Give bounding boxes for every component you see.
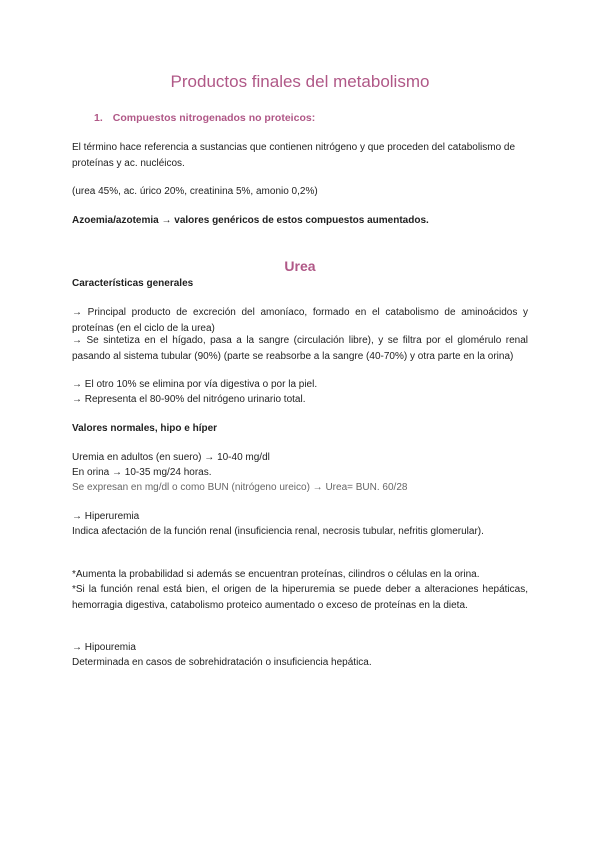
- section-heading-text: Compuestos nitrogenados no proteicos:: [112, 112, 316, 124]
- note-probabilidad: *Aumenta la probabilidad si además se encuentran proteínas, cilindros o células en la orina.: [72, 569, 480, 580]
- valores-heading: Valores normales, hipo e híper: [72, 423, 218, 434]
- bullet-representa: → Representa el 80-90% del nitrógeno urinario total.: [72, 394, 306, 405]
- bullet-sintesis: → Se sintetiza en el hígado, pasa a la sangre (circulación libre), y se filtra por el glomérulo renal pasando al sistema tubular (90%) (parte se reabsorbe a la sangre (40-70%) y otra parte en la orina): [72, 335, 528, 362]
- hipouremia-description: Determinada en casos de sobrehidratación o insuficiencia hepática.: [72, 657, 372, 668]
- uremia-orina: En orina → 10-35 mg/24 horas.: [72, 467, 212, 478]
- section-number: 1.: [94, 112, 103, 124]
- azoemia-paragraph: [72, 213, 528, 229]
- composition-paragraph: (urea 45%, ac. úrico 20%, creatinina 5%, amonio 0,2%): [72, 186, 318, 197]
- page-title: Productos finales del metabolismo: [170, 72, 430, 91]
- uremia-adultos: Uremia en adultos (en suero) → 10-40 mg/dl: [72, 452, 270, 463]
- bullet-eliminacion: → El otro 10% se elimina por vía digestiva o por la piel.: [72, 379, 318, 390]
- note-origen-hiperuremia: *Si la función renal está bien, el origen de la hiperuremia se puede deber a alteraciones hepáticas, hemorragia digestiva, catabolismo proteico aumentado o exceso de proteínas en la dieta.: [72, 584, 528, 611]
- azoemia-term: Azoemia/azotemia: [72, 215, 159, 226]
- hiperuremia-description: Indica afectación de la función renal (insuficiencia renal, necrosis tubular, nefritis glomerular).: [72, 526, 484, 537]
- section-heading-compuestos: [94, 112, 315, 124]
- caracteristicas-heading: Características generales: [72, 278, 194, 289]
- uremia-expresion: Se expresan en mg/dl o como BUN (nitrógeno ureico) → Urea= BUN. 60/28: [72, 482, 408, 493]
- definition-paragraph: El término hace referencia a sustancias que contienen nitrógeno y que proceden del catabolismo de proteínas y ac. nucléicos.: [72, 142, 516, 169]
- bullet-principal-producto: → Principal producto de excreción del amoníaco, formado en el catabolismo de aminoácidos y proteínas (en el ciclo de la urea): [72, 307, 528, 334]
- azoemia-definition: → valores genéricos de estos compuestos aumentados.: [158, 215, 429, 226]
- urea-heading: Urea: [284, 258, 316, 274]
- hipouremia-label: → Hipouremia: [72, 642, 136, 653]
- hiperuremia-label: → Hiperuremia: [72, 511, 140, 522]
